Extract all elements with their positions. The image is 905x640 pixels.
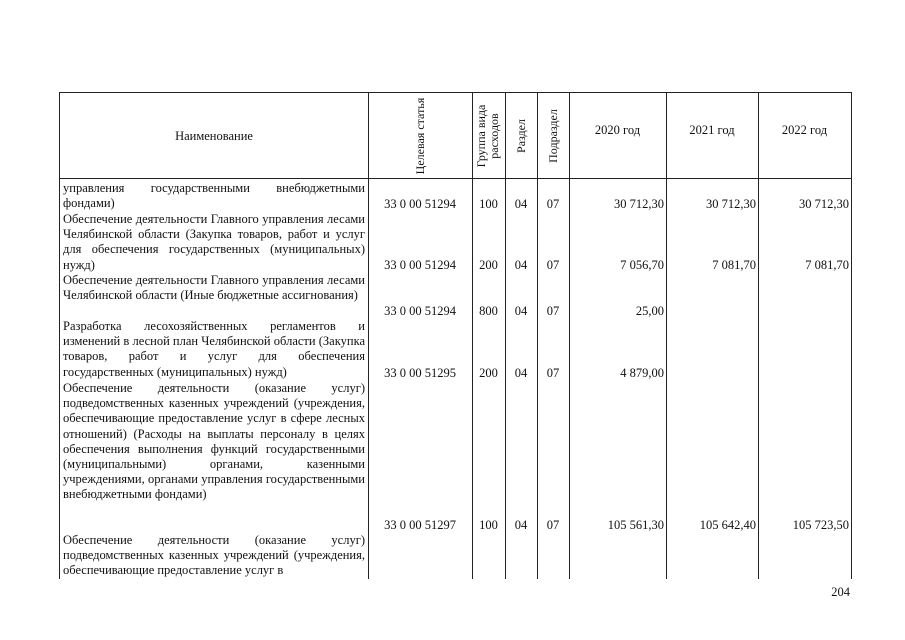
row-subsection: 07 (546, 366, 560, 380)
row-group: 200 (479, 366, 498, 380)
header-target-article: Целевая статья (412, 97, 427, 175)
row-article: 33 0 00 51294 (384, 197, 456, 211)
header-2021: 2021 год (689, 123, 735, 137)
header-2022: 2022 год (781, 123, 828, 137)
header-divider (60, 178, 851, 179)
row-2020: 30 712,30 (614, 197, 664, 211)
header-subsection: Подраздел (545, 109, 560, 163)
row-section: 04 (514, 304, 528, 318)
row-2022: 7 081,70 (805, 258, 849, 272)
row-subsection: 07 (546, 197, 560, 211)
row-2020: 25,00 (635, 304, 664, 318)
row-section: 04 (514, 366, 528, 380)
column-divider (758, 93, 759, 579)
row-name: Обеспечение деятельности Главного управления лесами Челябинской области (Иные бюджетные ассигнования) (63, 273, 365, 303)
row-subsection: 07 (546, 304, 560, 318)
row-article: 33 0 00 51294 (384, 304, 456, 318)
column-divider (368, 93, 369, 579)
row-2021: 105 642,40 (699, 518, 756, 532)
row-article: 33 0 00 51295 (384, 366, 456, 380)
column-divider (505, 93, 506, 579)
row-2021: 7 081,70 (712, 258, 756, 272)
row-article: 33 0 00 51294 (384, 258, 456, 272)
column-divider (537, 93, 538, 579)
row-2020: 7 056,70 (620, 258, 664, 272)
row-2020: 105 561,30 (607, 518, 664, 532)
row-subsection: 07 (546, 518, 560, 532)
header-2020: 2020 год (594, 123, 641, 137)
column-divider (472, 93, 473, 579)
row-section: 04 (514, 258, 528, 272)
header-section: Раздел (513, 119, 528, 153)
row-2021: 30 712,30 (706, 197, 756, 211)
row-name: Обеспечение деятельности Главного управления лесами Челябинской области (Закупка товаров, работ и услуг для обеспечения государственных (муниципальных) нужд) (63, 212, 365, 272)
column-divider (569, 93, 570, 579)
header-expense-group: Группа вида расходов (474, 104, 501, 168)
row-subsection: 07 (546, 258, 560, 272)
row-name: Разработка лесохозяйственных регламентов и изменений в лесной план Челябинской области (Закупка товаров, работ и услуг для обеспечения государственных (муниципальных) нужд) (63, 319, 365, 379)
page-number: 204 (831, 585, 850, 599)
row-name: Обеспечение деятельности (оказание услуг) подведомственных казенных учреждений (учреждения, обеспечивающие предоставление услуг в (63, 533, 365, 578)
row-section: 04 (514, 197, 528, 211)
row-group: 100 (479, 518, 498, 532)
row-article: 33 0 00 51297 (384, 518, 456, 532)
header-name: Наименование (175, 129, 253, 143)
row-name: управления государственными внебюджетными фондами) (63, 181, 365, 211)
row-2022: 105 723,50 (792, 518, 849, 532)
row-2020: 4 879,00 (620, 366, 664, 380)
row-section: 04 (514, 518, 528, 532)
row-group: 200 (479, 258, 498, 272)
budget-table (59, 92, 852, 579)
row-group: 800 (479, 304, 498, 318)
column-divider (666, 93, 667, 579)
row-group: 100 (479, 197, 498, 211)
row-name: Обеспечение деятельности (оказание услуг) подведомственных казенных учреждений (учреждения, обеспечивающие предоставление услуг в сфере лесных отношений) (Расходы на выплаты персоналу в целях обеспечения выполнения функций государственными (муниципальными) органами, казенными учреждениями, органами управления государственными внебюджетными фондами) (63, 381, 365, 502)
row-2022: 30 712,30 (799, 197, 849, 211)
